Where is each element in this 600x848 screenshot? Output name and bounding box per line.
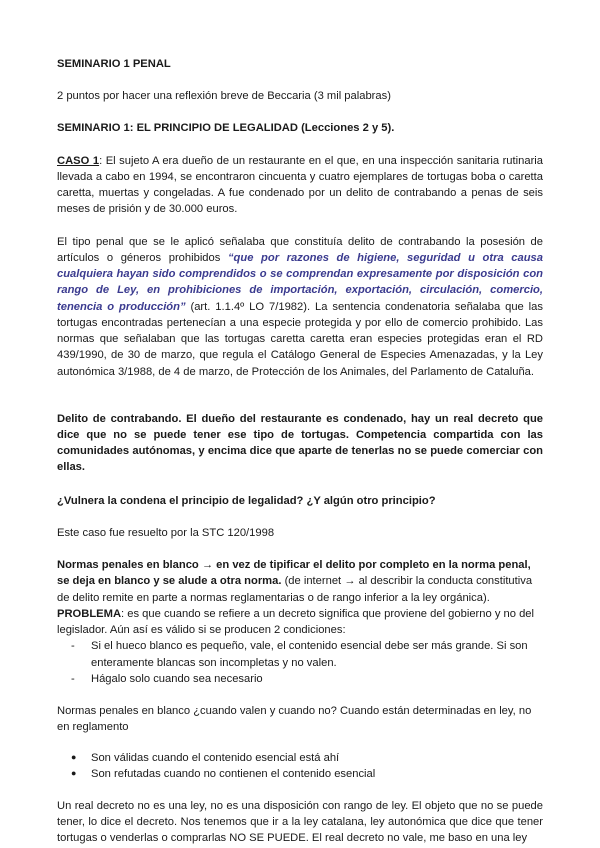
seminario-header: SEMINARIO 1 PENAL	[57, 58, 171, 70]
normas-text: (de internet → al describir la conducta constitutiva de delito remite en parte a normas reglamentarias o de rango inferior a la ley orgánica).	[57, 575, 533, 604]
list-item: - Hágalo solo cuando sea necesario	[91, 671, 543, 687]
list-item: - Si el hueco blanco es pequeño, vale, el contenido esencial debe ser más grande. Si son enteramente blancas son incompletas y no valen.	[91, 638, 543, 670]
question: ¿Vulnera la condena el principio de legalidad? ¿Y algún otro principio?	[57, 494, 436, 507]
puntos-line: 2 puntos por hacer una reflexión breve de Beccaria (3 mil palabras)	[57, 90, 391, 103]
tipo-penal-before: El tipo penal que se le aplicó señalaba que constituía delito de contrabando la posesión de artículos o géneros prohibidos	[57, 235, 543, 264]
validez-list	[57, 750, 543, 782]
delito-summary: Delito de contrabando. El dueño del restaurante es condenado, hay un real decreto que dice que no se puede tener ese tipo de tortugas. Competencia compartida con las comunidades autónomas, y encima dice que aparte de tenerlas no se puede comerciar con ellas.	[57, 412, 543, 474]
problema-label: PROBLEMA	[57, 607, 122, 620]
real-decreto-paragraph: Un real decreto no es una ley, no es una disposición con rango de ley. El objeto que no se puede tener, lo dice el decreto. Nos tenemos que ir a la ley catalana, ley autonómica que dice que tener tortugas o venderlas o comprarlas NO SE PUEDE. El real decreto no vale, me baso en una ley	[57, 799, 543, 845]
cuando-valen: Normas penales en blanco ¿cuando valen y cuando no? Cuando están determinadas en ley, no en reglamento	[57, 705, 532, 734]
caso-paragraph	[57, 153, 543, 218]
normas-bold: Normas penales en blanco → en vez de tipificar el delito por completo en la norma penal, se deja en blanco y se alude a otra norma.	[57, 559, 531, 588]
tipo-penal-paragraph	[57, 234, 543, 380]
tipo-penal-after: (art. 1.1.4º LO 7/1982). La sentencia condenatoria señalaba que las tortugas encontradas pertenecían a una especie protegida y por ello de comercio prohibido. Las normas que señalaban que las tortugas caretta caretta eran especies protegidas eran el RD 439/1990, de 30 de marzo, que regula el Catálogo General de Especies Amenazadas, y la Ley autonómica 3/1988, de 4 de marzo, de Protección de los Animales, del Parlamento de Cataluña.	[57, 300, 543, 378]
resuelto-line: Este caso fue resuelto por la STC 120/1998	[57, 526, 275, 539]
caso-label: CASO 1	[57, 154, 100, 167]
caso-text: : El sujeto A era dueño de un restaurante en el que, en una inspección sanitaria rutinaria llevada a cabo en 1994, se encontraron cincuenta y cuatro ejemplares de tortugas boba o caretta caretta, muertas y congeladas. A fue condenado por un delito de contrabando a penas de seis meses de prisión y de 30.000 euros.	[57, 154, 543, 216]
tipo-penal-quote: “que por razones de higiene, seguridad u otra causa cualquiera hayan sido comprendidos o se comprendan expresamente por disposición con rango de Ley, en prohibiciones de importación, exportación, circulación, comercio, tenencia o producción”	[57, 251, 543, 313]
list-item: ● Son refutadas cuando no contienen el contenido esencial	[91, 766, 543, 782]
condiciones-list	[57, 638, 543, 687]
list-item: ● Son válidas cuando el contenido esencial está ahí	[91, 750, 543, 766]
seminario-title: SEMINARIO 1: EL PRINCIPIO DE LEGALIDAD (Lecciones 2 y 5).	[57, 122, 395, 135]
document-page	[57, 56, 543, 847]
problema-text: : es que cuando se refiere a un decreto significa que proviene del gobierno y no del legislador. Aún así es válido si se producen 2 condiciones:	[57, 607, 535, 637]
normas-paragraph	[57, 557, 543, 638]
